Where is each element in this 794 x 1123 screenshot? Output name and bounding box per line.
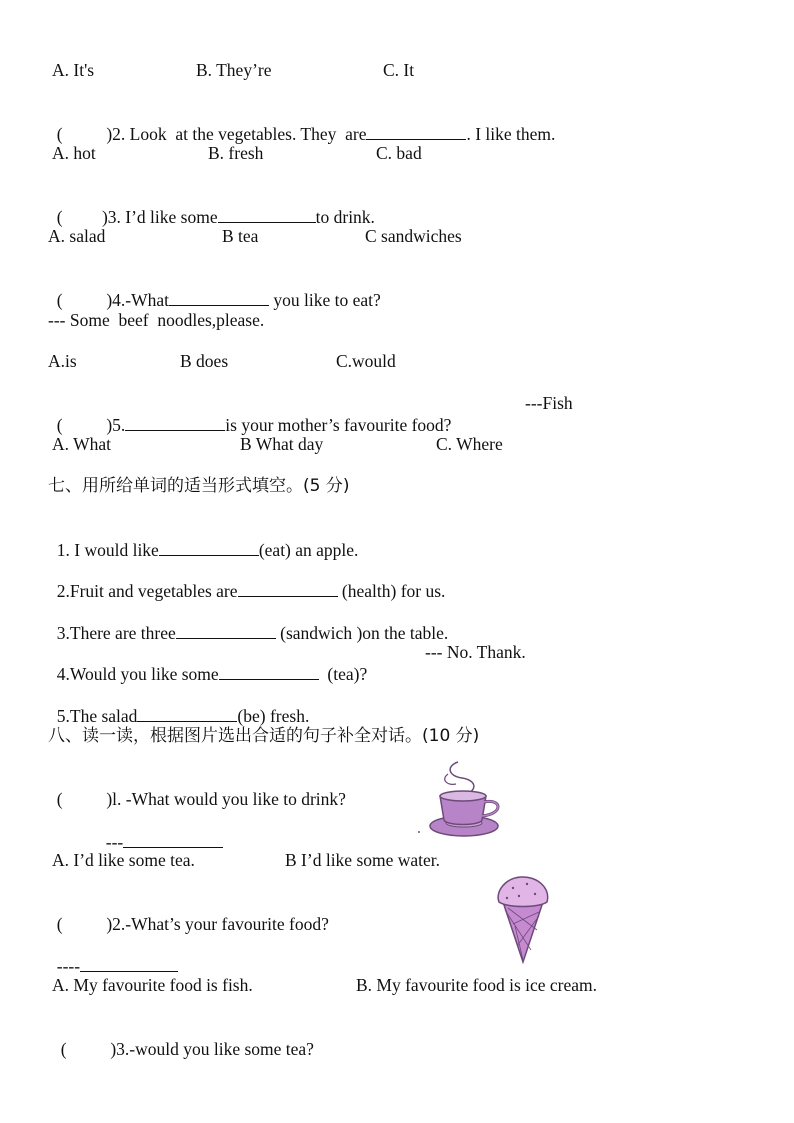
fill-blank[interactable] <box>137 705 237 722</box>
q3-option-b: B tea <box>222 226 259 246</box>
section-8-q2-option-b: B. My favourite food is ice cream. <box>356 975 598 995</box>
q5-answer: ---Fish <box>525 393 573 413</box>
answer-paren[interactable]: ( ) <box>56 290 113 310</box>
section-7-item-4: 4.Would you like some (tea)? <box>56 664 368 684</box>
question-2: ( )2. Look at the vegetables. They are . I like them. <box>56 124 556 144</box>
section-7-item-2: 2.Fruit and vegetables are (health) for us. <box>56 581 446 601</box>
answer-paren[interactable]: ( ) <box>56 207 108 227</box>
q4-option-b: B does <box>180 351 229 371</box>
fill-blank[interactable] <box>176 622 276 639</box>
section-7-heading: 七、用所给单词的适当形式填空。(5 分) <box>48 476 350 496</box>
section-8-q2-answer-line: ---- <box>48 933 178 977</box>
section-7-item-1: 1. I would like (eat) an apple. <box>56 540 359 560</box>
q1-option-c: C. It <box>383 60 415 80</box>
fill-blank[interactable] <box>159 539 259 556</box>
q3-option-a: A. salad <box>48 226 106 246</box>
fill-blank[interactable] <box>125 414 225 431</box>
question-text: 2. Look at the vegetables. They are <box>112 124 367 144</box>
fill-blank[interactable] <box>238 580 338 597</box>
section-8-question-1: ( )l. -What would you like to drink? <box>56 789 346 809</box>
q5-option-a: A. What <box>52 434 111 454</box>
section-8-q2-option-a: A. My favourite food is fish. <box>52 975 253 995</box>
q5-option-b: B What day <box>240 434 324 454</box>
fill-blank[interactable] <box>218 206 316 223</box>
section-8-q1-option-a: A. I’d like some tea. <box>52 850 195 870</box>
section-8-q1-option-b: B I’d like some water. <box>285 850 441 870</box>
q2-option-c: C. bad <box>376 143 422 163</box>
q2-option-a: A. hot <box>52 143 96 163</box>
q1-option-a: A. It's <box>52 60 95 80</box>
q4-option-c: C.would <box>336 351 396 371</box>
fill-blank[interactable] <box>123 831 223 848</box>
section-8-question-2: ( )2.-What’s your favourite food? <box>56 914 329 934</box>
section-7-item-4-response: --- No. Thank. <box>425 642 526 662</box>
section-8-question-3: ( )3.-would you like some tea? <box>60 1039 314 1059</box>
q5-option-c: C. Where <box>436 434 503 454</box>
question-3: ( )3. I’d like some to drink. <box>56 207 375 227</box>
q4-option-a: A.is <box>48 351 77 371</box>
q1-option-b: B. They’re <box>196 60 272 80</box>
fill-blank[interactable] <box>80 955 178 972</box>
question-4: ( )4.-What you like to eat? <box>56 290 381 310</box>
fill-blank[interactable] <box>169 289 269 306</box>
fill-blank[interactable] <box>366 123 466 140</box>
answer-paren[interactable]: ( ) <box>60 1039 117 1059</box>
fill-blank[interactable] <box>219 663 319 680</box>
teacup-image <box>418 756 510 842</box>
section-8-heading: 八、读一读，根据图片选出合适的句子补全对话。(10 分) <box>48 726 480 746</box>
q3-option-c: C sandwiches <box>365 226 462 246</box>
section-8-q1-answer-line: --- <box>97 809 223 853</box>
section-7-item-5: 5.The salad (be) fresh. <box>56 706 310 726</box>
question-5: ( )5. is your mother’s favourite food? <box>56 415 452 435</box>
answer-paren[interactable]: ( ) <box>56 124 113 144</box>
answer-paren[interactable]: ( ) <box>56 415 113 435</box>
ice-cream-cone-image <box>493 874 553 964</box>
answer-paren[interactable]: ( ) <box>56 789 113 809</box>
answer-paren[interactable]: ( ) <box>56 914 113 934</box>
section-7-item-3: 3.There are three (sandwich )on the table. <box>56 623 449 643</box>
q2-option-b: B. fresh <box>208 143 264 163</box>
q4-answer: --- Some beef noodles,please. <box>48 310 265 330</box>
